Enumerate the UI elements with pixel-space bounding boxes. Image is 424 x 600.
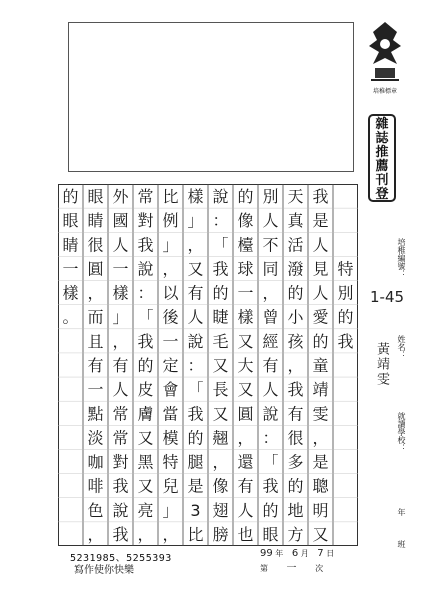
date-day: 7 xyxy=(317,548,324,559)
teacher-comment-box xyxy=(68,22,354,172)
essay-column: 說：「我的睫毛又長又翹，像翅膀 xyxy=(212,187,229,544)
date-day-label: 日 xyxy=(326,549,335,558)
school-label: 就讀學校： xyxy=(397,412,406,452)
name-label: 姓名： xyxy=(397,335,406,359)
essay-column: 天真活潑的小孩，我有很多的地方 xyxy=(287,187,304,544)
essay-column: 比例」，以後一定會當模特兒」， xyxy=(162,187,179,544)
stamp-char: 刊 xyxy=(375,173,389,188)
manuscript-grid xyxy=(58,184,358,546)
date-month: 6 xyxy=(291,548,299,559)
date-year-label: 年 xyxy=(275,549,284,558)
class-label: 班 xyxy=(397,540,406,548)
essay-column: 的像檯球一樣又大又圓，還有人也 xyxy=(237,187,254,544)
school-code-label: 培稚編號： xyxy=(397,238,406,278)
stamp-char: 雜 xyxy=(375,117,389,132)
seq-suffix: 次 xyxy=(315,564,324,573)
stamp-char: 誌 xyxy=(375,131,389,146)
recommend-publish-stamp xyxy=(368,114,396,202)
date-month-label: 月 xyxy=(300,549,309,558)
footer-tagline: 寫作使你快樂 xyxy=(74,565,134,576)
stamp-char: 登 xyxy=(375,187,389,202)
essay-column: 常對我說：「我的皮膚又黑又亮， xyxy=(137,187,154,544)
seq-value: 一 xyxy=(286,563,297,574)
essay-column: 特別的我 xyxy=(337,259,354,351)
stamp-caption: 培稚標章 xyxy=(372,88,397,95)
date-year: 99 xyxy=(260,548,273,559)
grade-label: 年 xyxy=(397,508,406,516)
code-value: 1-45 xyxy=(370,288,405,306)
essay-column: 外國人一樣」，有人常常對我說我 xyxy=(112,187,129,544)
footer-phone-numbers: 5231985、5255393 xyxy=(70,553,172,564)
stamp-seal-icon xyxy=(363,18,407,86)
essay-column: 眼睛很圓，而且有一點淡咖啡色， xyxy=(87,187,104,544)
essay-column: 的眼睛一樣。 xyxy=(62,187,79,327)
stamp-char: 薦 xyxy=(375,159,389,174)
seq-prefix: 第 xyxy=(260,564,268,573)
footer-date-seq xyxy=(260,548,334,574)
stamp-char: 推 xyxy=(375,145,389,160)
essay-column: 樣」，又有人說：「我的腿是 3 比 xyxy=(187,187,204,544)
name-value: 黃靖雯 xyxy=(374,342,389,387)
essay-column: 我是人見人愛的童靖雯，是聰明又 xyxy=(312,187,329,544)
essay-column: 別人不同，曾經有人說：「我的眼 xyxy=(262,187,279,544)
